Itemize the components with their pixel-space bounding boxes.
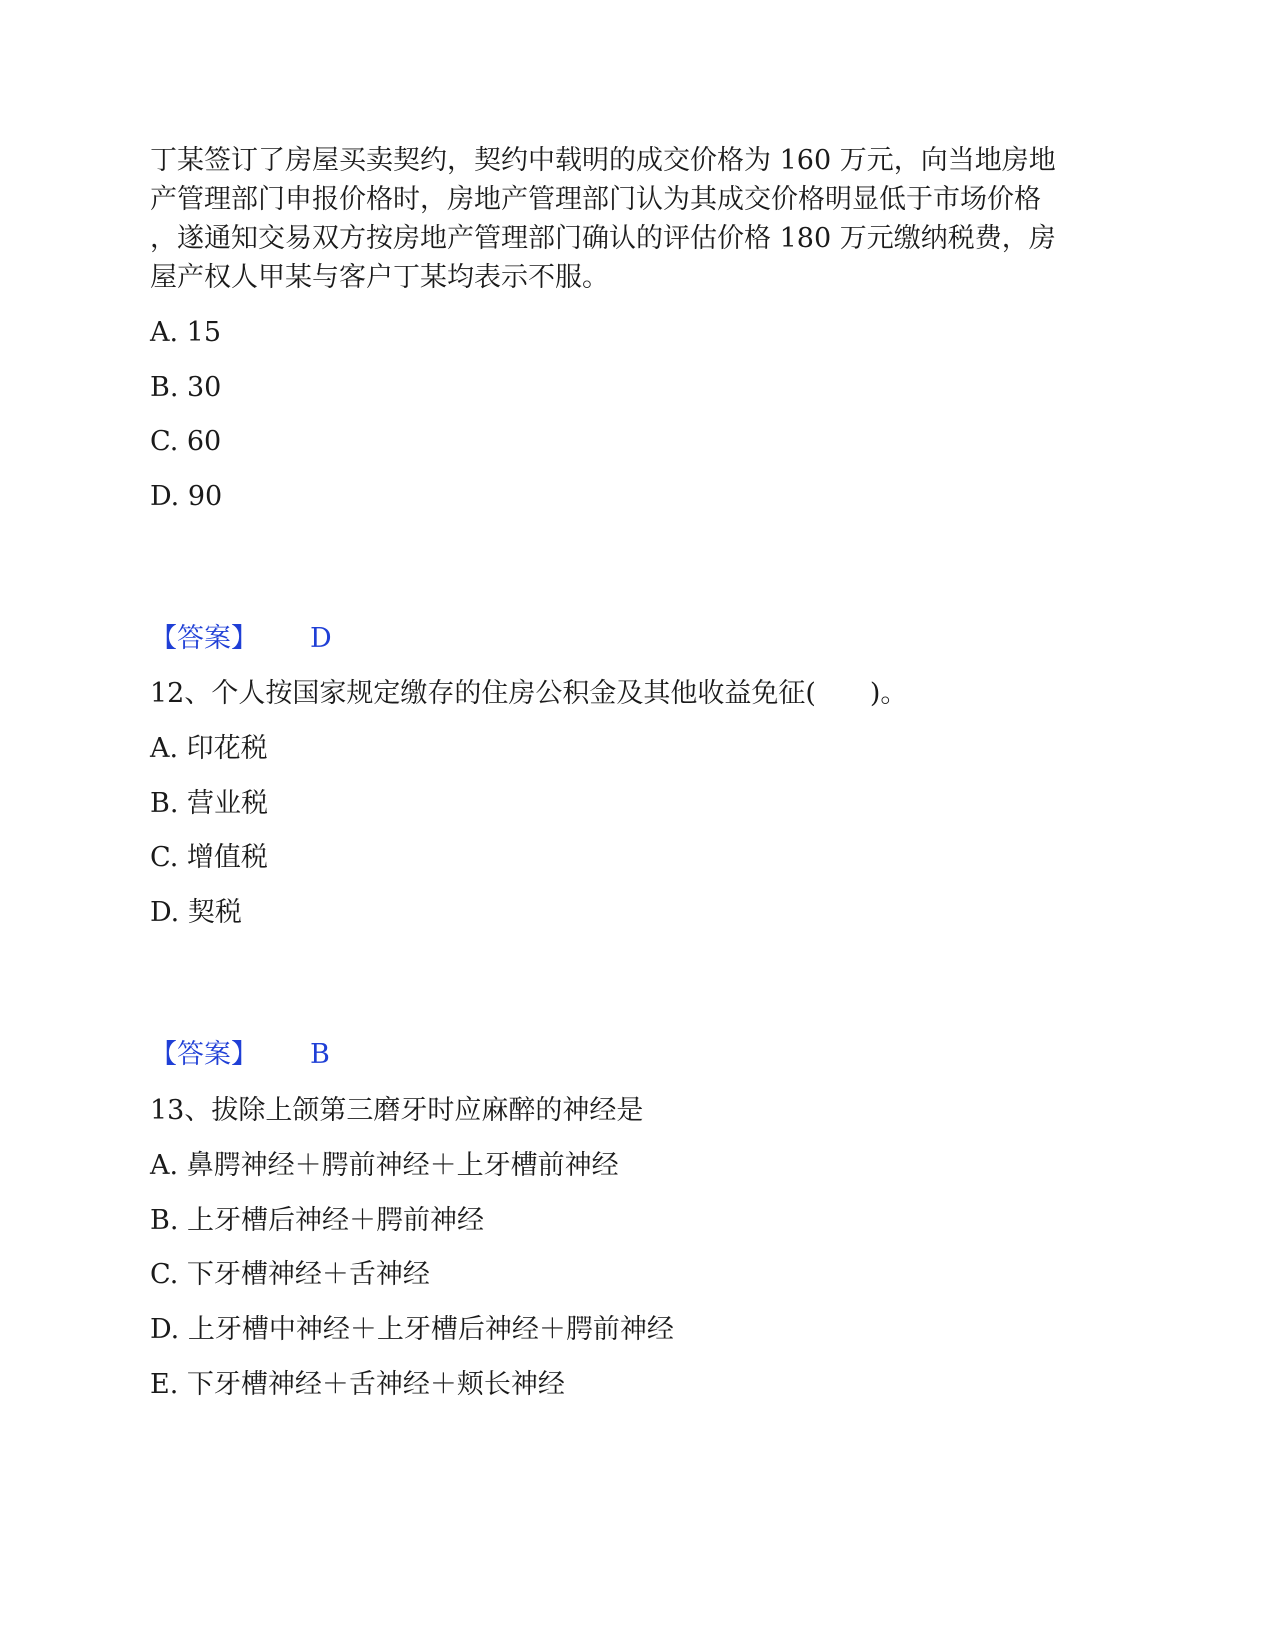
q13-option-d: D. 上牙槽中神经＋上牙槽后神经＋腭前神经	[150, 1314, 674, 1345]
q13-option-a: A. 鼻腭神经＋腭前神经＋上牙槽前神经	[150, 1150, 619, 1181]
q13-option-c: C. 下牙槽神经＋舌神经	[150, 1259, 430, 1290]
answer-tag: 【答案】	[150, 1039, 258, 1070]
q11-option-b: B. 30	[150, 372, 222, 403]
answer-value: B	[310, 1039, 330, 1070]
q12-answer-row	[150, 1037, 330, 1073]
q13-stem: 13、拔除上颌第三磨牙时应麻醉的神经是	[150, 1095, 644, 1126]
q12-option-d: D. 契税	[150, 897, 242, 928]
q12-option-c: C. 增值税	[150, 842, 268, 873]
q13-option-b: B. 上牙槽后神经＋腭前神经	[150, 1205, 485, 1236]
q11-answer-row	[150, 621, 332, 657]
q11-option-d: D. 90	[150, 481, 223, 512]
answer-tag: 【答案】	[150, 623, 258, 654]
q12-option-b: B. 营业税	[150, 788, 269, 819]
q12-option-a: A. 印花税	[150, 733, 268, 764]
q13-option-e: E. 下牙槽神经＋舌神经＋颊长神经	[150, 1369, 565, 1400]
q11-option-c: C. 60	[150, 426, 222, 457]
q11-stem-line-4: 屋产权人甲某与客户丁某均表示不服。	[150, 262, 609, 293]
answer-value: D	[310, 623, 332, 654]
q11-stem-line-3: ，遂通知交易双方按房地产管理部门确认的评估价格 180 万元缴纳税费，房	[150, 223, 1056, 254]
q12-stem: 12、个人按国家规定缴存的住房公积金及其他收益免征( )。	[150, 678, 908, 709]
q11-stem-line-2: 产管理部门申报价格时，房地产管理部门认为其成交价格明显低于市场价格	[150, 184, 1041, 215]
q11-stem-line-1: 丁某签订了房屋买卖契约，契约中载明的成交价格为 160 万元，向当地房地	[150, 145, 1056, 176]
q11-option-a: A. 15	[150, 317, 222, 348]
